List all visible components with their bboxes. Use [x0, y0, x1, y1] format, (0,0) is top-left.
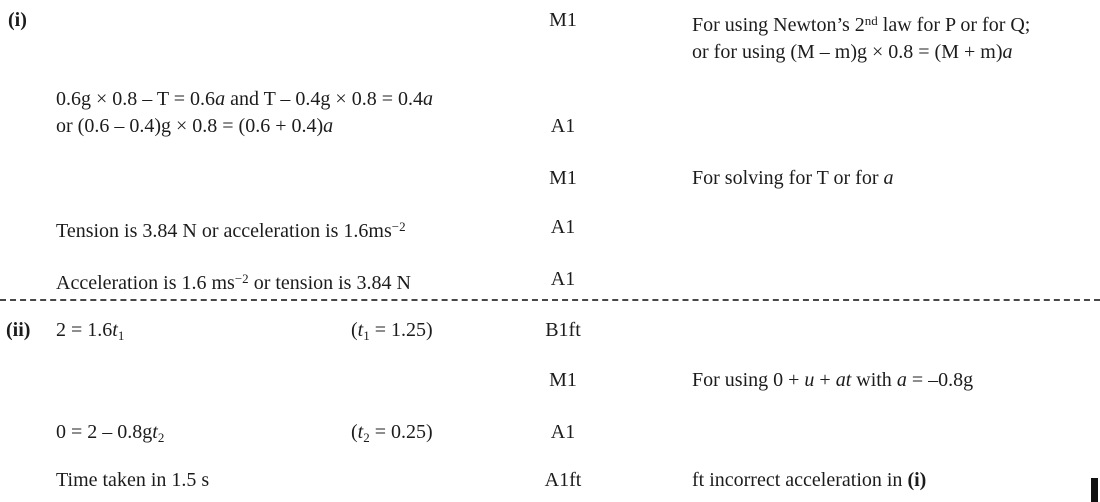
- working-equations: [56, 86, 433, 140]
- mark-a1-equations: A1: [550, 115, 576, 137]
- mark-b1ft: B1ft: [545, 319, 581, 341]
- note-t1-value: $(t_1 = 1.25)$: [351, 319, 433, 343]
- working-time-taken: Time taken in 1.5 s: [56, 469, 210, 491]
- comment-newton-law-line1: For using Newton’s 2nd law for P or for Q;: [692, 13, 1031, 36]
- working-tension-result: Tension is 3.84 N or acceleration is $1.6ms^{-2}$: [56, 219, 406, 242]
- mark-m1-newton: M1: [549, 9, 577, 31]
- part-i-label: (i): [8, 9, 27, 31]
- working-equations-line2: or (0.6 – 0.4)g × 0.8 = (0.6 + 0.4)a: [56, 115, 334, 137]
- working-acceleration-result: Acceleration is 1.6 $ms^{-2}$ or tension is 3.84 N: [56, 271, 411, 294]
- working-t2-equation: $0 = 2 - 0.8gt_2$: [56, 421, 165, 445]
- note-t2-value: $(t_2 = 0.25)$: [351, 421, 433, 445]
- mark-a1-tension: A1: [550, 216, 576, 238]
- working-equations-line1: 0.6g × 0.8 – T = 0.6a and T – 0.4g × 0.8 = 0.4a: [56, 88, 433, 110]
- mark-a1ft: A1ft: [544, 469, 582, 491]
- comment-newton-law-line2: or for using (M – m)g × 0.8 = (M + m)a: [692, 41, 1013, 63]
- section-divider-dashed-line: [0, 299, 1100, 301]
- mark-m1-solving: M1: [549, 167, 577, 189]
- part-ii-label: (ii): [6, 319, 31, 341]
- scan-artifact-bar: [1091, 478, 1098, 502]
- comment-ft-incorrect: ft incorrect acceleration in (i): [692, 469, 927, 491]
- comment-newton-law: [692, 7, 1030, 66]
- working-t1-equation: $2 = 1.6t_1$: [56, 319, 125, 343]
- mark-a1-acceleration: A1: [550, 268, 576, 290]
- comment-solving: For solving for T or for a: [692, 167, 894, 189]
- mark-m1-suvat: M1: [549, 369, 577, 391]
- comment-suvat: For using 0 + u + at with a = –0.8g: [692, 369, 974, 391]
- mark-a1-t2: A1: [550, 421, 576, 443]
